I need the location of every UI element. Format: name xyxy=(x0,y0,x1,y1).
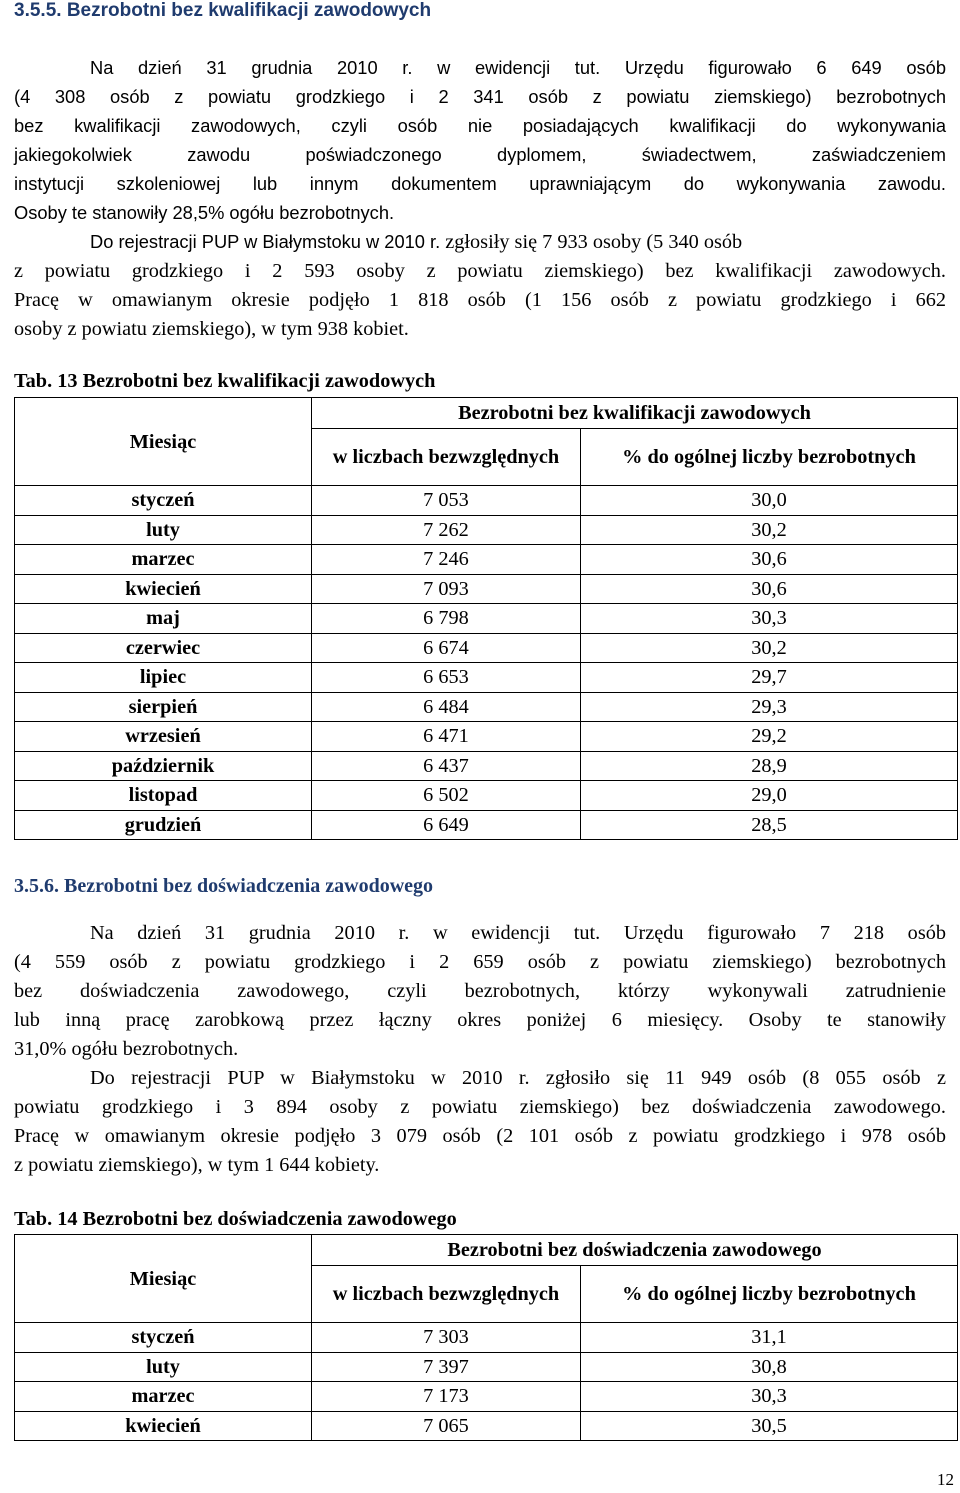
table-caption: Tab. 13 Bezrobotni bez kwalifikacji zawodowych xyxy=(14,370,436,392)
table-row xyxy=(15,781,958,811)
percent-cell: 30,8 xyxy=(581,1352,958,1382)
percent-cell: 30,6 xyxy=(581,574,958,604)
column-header-month: Miesiąc xyxy=(15,398,312,486)
table-caption: Tab. 14 Bezrobotni bez doświadczenia zawodowego xyxy=(14,1208,457,1230)
absolute-value-cell: 6 674 xyxy=(312,633,581,663)
column-header-month: Miesiąc xyxy=(15,1235,312,1323)
absolute-value-cell: 6 653 xyxy=(312,663,581,693)
table-row xyxy=(15,751,958,781)
paragraph-line: (4 559 osób z powiatu grodzkiego i 2 659 osób z powiatu ziemskiego) bezrobotnych xyxy=(14,951,946,973)
paragraph-text-sans: Do rejestracji PUP w Białymstoku w 2010 r. xyxy=(90,231,441,252)
percent-cell: 30,2 xyxy=(581,515,958,545)
paragraph-line: instytucji szkoleniowej lub innym dokumentem uprawniającym do wykonywania zawodu. xyxy=(14,173,946,194)
absolute-value-cell: 7 303 xyxy=(312,1323,581,1353)
table-row xyxy=(15,515,958,545)
table-header-row xyxy=(15,1235,958,1266)
absolute-value-cell: 7 246 xyxy=(312,545,581,575)
table-13 xyxy=(14,397,958,840)
table-row xyxy=(15,574,958,604)
paragraph-line: osoby z powiatu ziemskiego), w tym 938 kobiet. xyxy=(14,318,409,340)
percent-cell: 28,9 xyxy=(581,751,958,781)
month-cell: lipiec xyxy=(15,663,312,693)
absolute-value-cell: 6 437 xyxy=(312,751,581,781)
percent-cell: 29,2 xyxy=(581,722,958,752)
paragraph-line: z powiatu ziemskiego), w tym 1 644 kobiety. xyxy=(14,1154,380,1176)
paragraph-line: jakiegokolwiek zawodu poświadczonego dyplomem, świadectwem, zaświadczeniem xyxy=(14,144,946,165)
paragraph-line: Na dzień 31 grudnia 2010 r. w ewidencji tut. Urzędu figurowało 6 649 osób xyxy=(90,57,946,78)
section-heading-3-5-5: 3.5.5. Bezrobotni bez kwalifikacji zawodowych xyxy=(14,0,432,21)
table-body xyxy=(15,1323,958,1441)
paragraph-line: lub inną pracę zarobkową przez łączny okres poniżej 6 miesięcy. Osoby te stanowiły xyxy=(14,1009,946,1031)
table-body xyxy=(15,486,958,840)
column-group-header: Bezrobotni bez doświadczenia zawodowego xyxy=(312,1235,958,1266)
column-header-absolute: w liczbach bezwzględnych xyxy=(312,429,581,486)
table-header-row xyxy=(15,398,958,429)
month-cell: luty xyxy=(15,515,312,545)
table-row xyxy=(15,722,958,752)
absolute-value-cell: 7 093 xyxy=(312,574,581,604)
table-row xyxy=(15,1411,958,1441)
paragraph-line: bez kwalifikacji zawodowych, czyli osób nie posiadających kwalifikacji do wykonywania xyxy=(14,115,946,136)
paragraph-line: Pracę w omawianym okresie podjęło 3 079 osób (2 101 osób z powiatu grodzkiego i 978 osób xyxy=(14,1125,946,1147)
table-row xyxy=(15,486,958,516)
month-cell: kwiecień xyxy=(15,1411,312,1441)
percent-cell: 30,3 xyxy=(581,1382,958,1412)
column-header-percent: % do ogólnej liczby bezrobotnych xyxy=(581,1266,958,1323)
absolute-value-cell: 7 053 xyxy=(312,486,581,516)
absolute-value-cell: 6 502 xyxy=(312,781,581,811)
month-cell: listopad xyxy=(15,781,312,811)
page-number: 12 xyxy=(937,1470,954,1489)
absolute-value-cell: 6 798 xyxy=(312,604,581,634)
absolute-value-cell: 7 397 xyxy=(312,1352,581,1382)
absolute-value-cell: 6 471 xyxy=(312,722,581,752)
paragraph-line xyxy=(14,231,946,254)
paragraph-line: powiatu grodzkiego i 3 894 osoby z powiatu ziemskiego) bez doświadczenia zawodowego. xyxy=(14,1096,946,1118)
month-cell: styczeń xyxy=(15,486,312,516)
table-14 xyxy=(14,1234,958,1441)
month-cell: czerwiec xyxy=(15,633,312,663)
paragraph-line: 31,0% ogółu bezrobotnych. xyxy=(14,1038,239,1060)
month-cell: kwiecień xyxy=(15,574,312,604)
month-cell: marzec xyxy=(15,1382,312,1412)
table-row xyxy=(15,633,958,663)
month-cell: sierpień xyxy=(15,692,312,722)
paragraph-line: bez doświadczenia zawodowego, czyli bezrobotnych, którzy wykonywali zatrudnienie xyxy=(14,980,946,1002)
percent-cell: 31,1 xyxy=(581,1323,958,1353)
table-row xyxy=(15,663,958,693)
month-cell: maj xyxy=(15,604,312,634)
absolute-value-cell: 7 173 xyxy=(312,1382,581,1412)
month-cell: wrzesień xyxy=(15,722,312,752)
column-group-header: Bezrobotni bez kwalifikacji zawodowych xyxy=(312,398,958,429)
paragraph-line: Pracę w omawianym okresie podjęło 1 818 osób (1 156 osób z powiatu grodzkiego i 662 xyxy=(14,289,946,311)
absolute-value-cell: 7 065 xyxy=(312,1411,581,1441)
month-cell: październik xyxy=(15,751,312,781)
absolute-value-cell: 7 262 xyxy=(312,515,581,545)
month-cell: grudzień xyxy=(15,810,312,840)
paragraph-line: Do rejestracji PUP w Białymstoku w 2010 r. zgłosiło się 11 949 osób (8 055 osób z xyxy=(90,1067,946,1089)
absolute-value-cell: 6 484 xyxy=(312,692,581,722)
paragraph-line: z powiatu grodzkiego i 2 593 osoby z powiatu ziemskiego) bez kwalifikacji zawodowych. xyxy=(14,260,946,282)
percent-cell: 30,5 xyxy=(581,1411,958,1441)
table-row xyxy=(15,604,958,634)
month-cell: luty xyxy=(15,1352,312,1382)
percent-cell: 30,3 xyxy=(581,604,958,634)
month-cell: marzec xyxy=(15,545,312,575)
percent-cell: 28,5 xyxy=(581,810,958,840)
percent-cell: 30,2 xyxy=(581,633,958,663)
paragraph-line: (4 308 osób z powiatu grodzkiego i 2 341 osób z powiatu ziemskiego) bezrobotnych xyxy=(14,86,946,107)
table-row xyxy=(15,1352,958,1382)
percent-cell: 29,3 xyxy=(581,692,958,722)
percent-cell: 30,6 xyxy=(581,545,958,575)
table-row xyxy=(15,545,958,575)
percent-cell: 30,0 xyxy=(581,486,958,516)
section-heading-3-5-6: 3.5.6. Bezrobotni bez doświadczenia zawodowego xyxy=(14,875,434,897)
table-row xyxy=(15,692,958,722)
table-row xyxy=(15,810,958,840)
column-header-percent: % do ogólnej liczby bezrobotnych xyxy=(581,429,958,486)
paragraph-text-serif: zgłosiły się 7 933 osoby (5 340 osób xyxy=(440,231,743,253)
percent-cell: 29,0 xyxy=(581,781,958,811)
month-cell: styczeń xyxy=(15,1323,312,1353)
paragraph-line: Na dzień 31 grudnia 2010 r. w ewidencji tut. Urzędu figurowało 7 218 osób xyxy=(90,922,946,944)
table-row xyxy=(15,1382,958,1412)
absolute-value-cell: 6 649 xyxy=(312,810,581,840)
percent-cell: 29,7 xyxy=(581,663,958,693)
paragraph-line: Osoby te stanowiły 28,5% ogółu bezrobotnych. xyxy=(14,202,395,223)
table-row xyxy=(15,1323,958,1353)
column-header-absolute: w liczbach bezwzględnych xyxy=(312,1266,581,1323)
